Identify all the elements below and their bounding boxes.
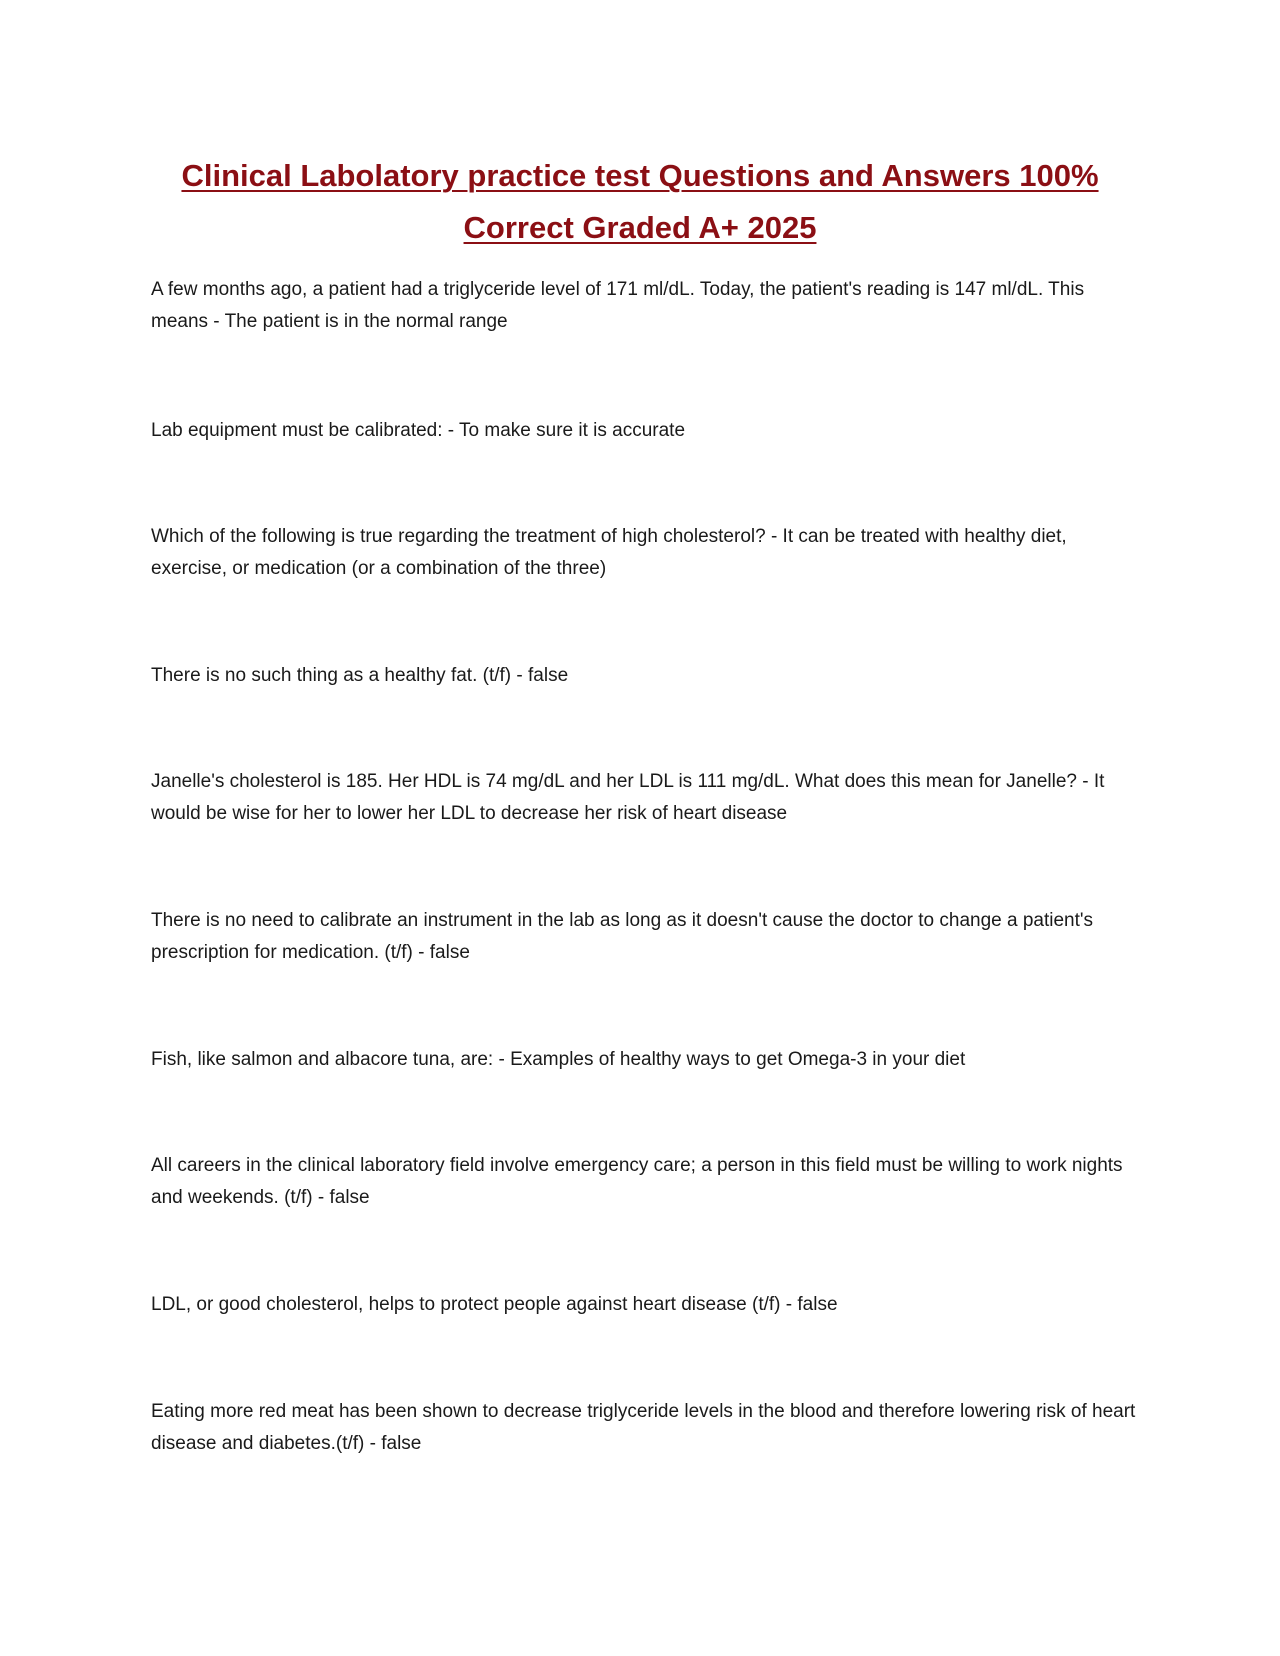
- qa-item: LDL, or good cholesterol, helps to protect people against heart disease (t/f) - false: [151, 1294, 838, 1315]
- qa-item: There is no such thing as a healthy fat. (t/f) - false: [151, 665, 569, 686]
- qa-item: Which of the following is true regarding the treatment of high cholesterol? - It can be treated with healthy diet, exercise, or medication (or a combination of the three): [151, 526, 1067, 579]
- qa-item: Lab equipment must be calibrated: - To make sure it is accurate: [151, 420, 686, 441]
- qa-item: Fish, like salmon and albacore tuna, are: - Examples of healthy ways to get Omega-3 in your diet: [151, 1049, 966, 1070]
- qa-item: A few months ago, a patient had a triglyceride level of 171 ml/dL. Today, the patient's reading is 147 ml/dL. This means - The patient is in the normal range: [151, 279, 1085, 332]
- qa-item: There is no need to calibrate an instrument in the lab as long as it doesn't cause the doctor to change a patient's prescription for medication. (t/f) - false: [151, 910, 1094, 963]
- qa-item: All careers in the clinical laboratory field involve emergency care; a person in this field must be willing to work nights and weekends. (t/f) - false: [151, 1155, 1123, 1208]
- qa-item: Eating more red meat has been shown to decrease triglyceride levels in the blood and therefore lowering risk of heart disease and diabetes.(t/f) - false: [151, 1401, 1136, 1454]
- document-title: Clinical Labolatory practice test Questions and Answers 100% Correct Graded A+ 2025: [181, 158, 1099, 245]
- qa-item: Janelle's cholesterol is 185. Her HDL is 74 mg/dL and her LDL is 111 mg/dL. What does this mean for Janelle? - It would be wise for her to lower her LDL to decrease her risk of heart disease: [151, 771, 1105, 824]
